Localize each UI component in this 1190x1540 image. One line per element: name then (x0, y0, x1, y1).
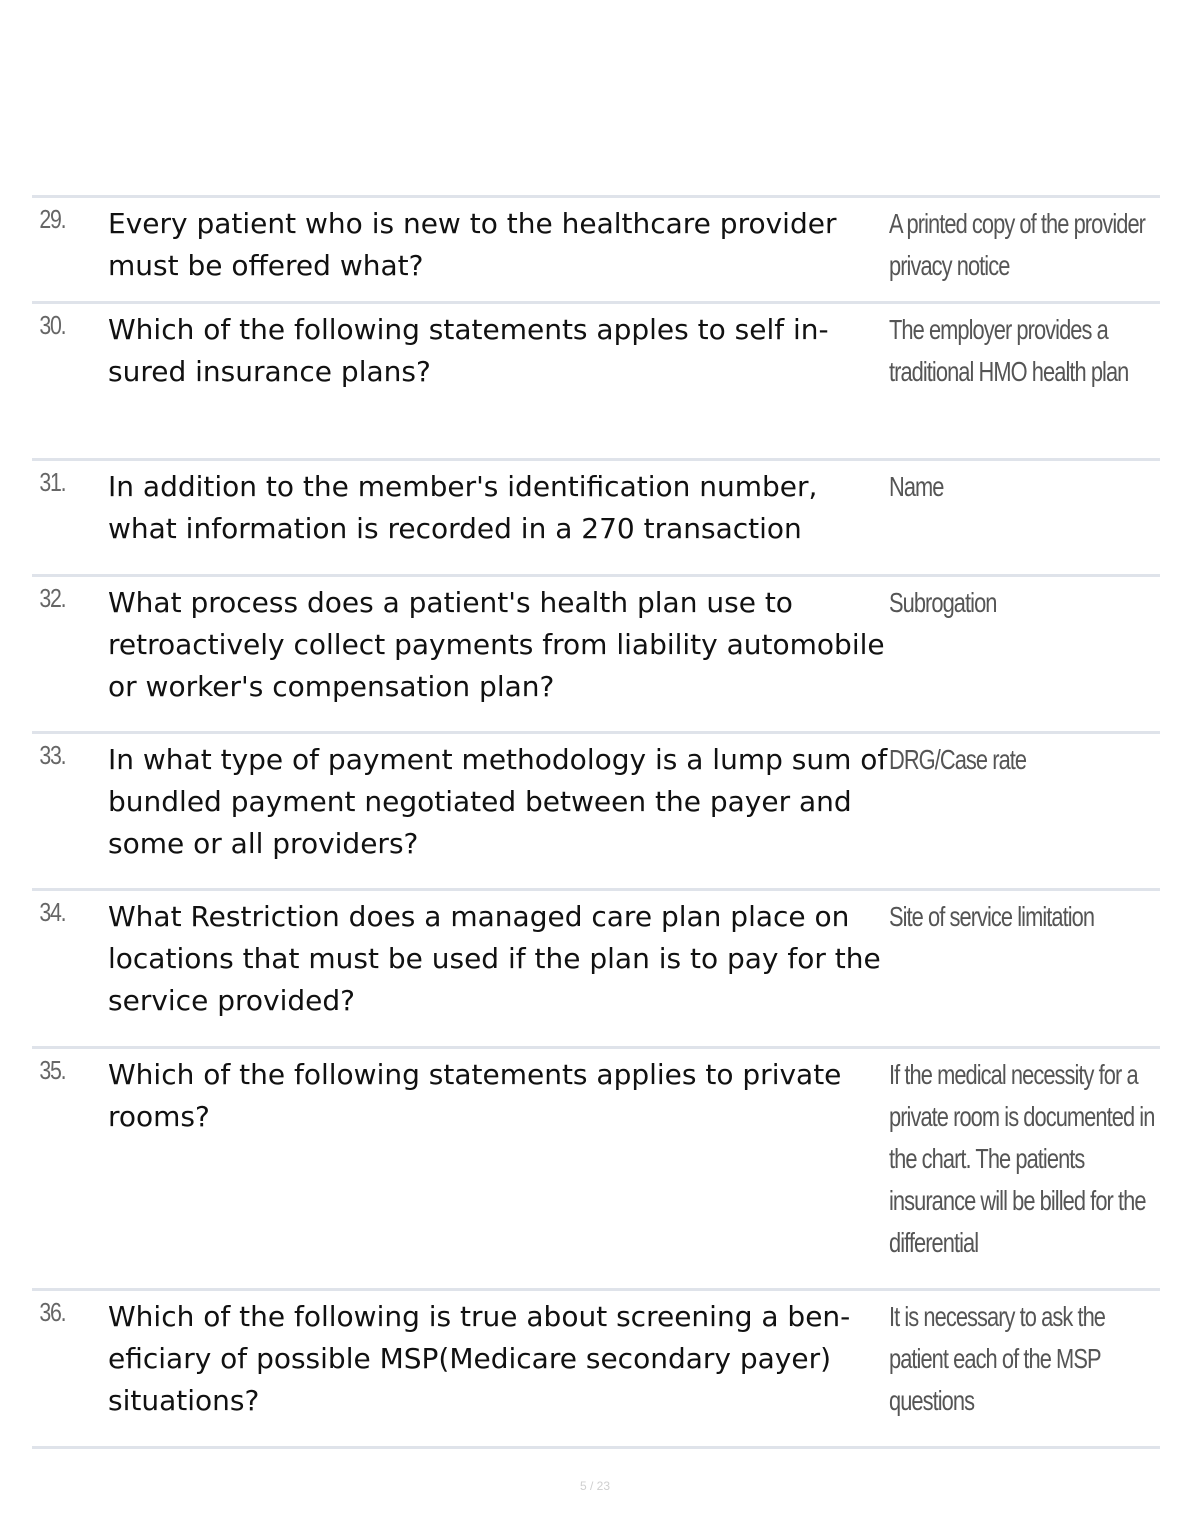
card-number: 32. (39, 583, 66, 613)
card-term: Which of the following statements apples to self insured insurance plans? (108, 313, 829, 388)
card-number: 30. (39, 310, 66, 340)
card-term: What Restriction does a managed care plan place on locations that must be used if the plan is to pay for the service provided? (108, 900, 881, 1017)
card-number: 33. (39, 740, 66, 770)
card-term: In what type of payment methodology is a lump sum of bundled payment negotiated between the payer and some or all providers? (108, 743, 888, 860)
card-definition: Site of service limitation (889, 901, 1095, 932)
card-definition: The employer provides a traditional HMO health plan (889, 314, 1129, 387)
card-definition: DRG/Case rate (889, 744, 1027, 775)
flashcard-row (32, 304, 1160, 461)
page-indicator: 5 / 23 (579, 1479, 611, 1493)
card-definition: Name (889, 471, 944, 502)
card-definition: Subrogation (889, 587, 997, 618)
flashcard-row (32, 1049, 1160, 1291)
card-term: What process does a patient's health plan use to retroactively collect payments from liability automobile or worker's compensation plan? (108, 586, 885, 703)
card-number: 29. (39, 204, 66, 234)
card-definition: It is necessary to ask the patient each of the MSP questions (889, 1301, 1106, 1416)
flashcard-list (32, 195, 1160, 1449)
card-term: Every patient who is new to the healthcare provider must be offered what? (108, 207, 837, 282)
flashcard-row (32, 1291, 1160, 1449)
flashcard-row (32, 577, 1160, 734)
card-term: Which of the following statements applies to private rooms? (108, 1058, 842, 1133)
flashcard-row (32, 461, 1160, 577)
card-number: 35. (39, 1055, 66, 1085)
flashcard-row (32, 891, 1160, 1049)
flashcard-row (32, 734, 1160, 891)
card-number: 34. (39, 897, 66, 927)
card-term: In addition to the member's identification number, what information is recorded in a 270 transaction (108, 470, 818, 545)
card-number: 36. (39, 1297, 66, 1327)
flashcard-row (32, 198, 1160, 304)
card-term: Which of the following is true about screening a beneficiary of possible MSP(Medicare secondary payer) situations? (108, 1300, 851, 1417)
card-definition: If the medical necessity for a private room is documented in the chart. The patients insurance will be billed for the differential (889, 1059, 1155, 1258)
card-definition: A printed copy of the provider privacy notice (889, 208, 1146, 281)
card-number: 31. (39, 467, 66, 497)
